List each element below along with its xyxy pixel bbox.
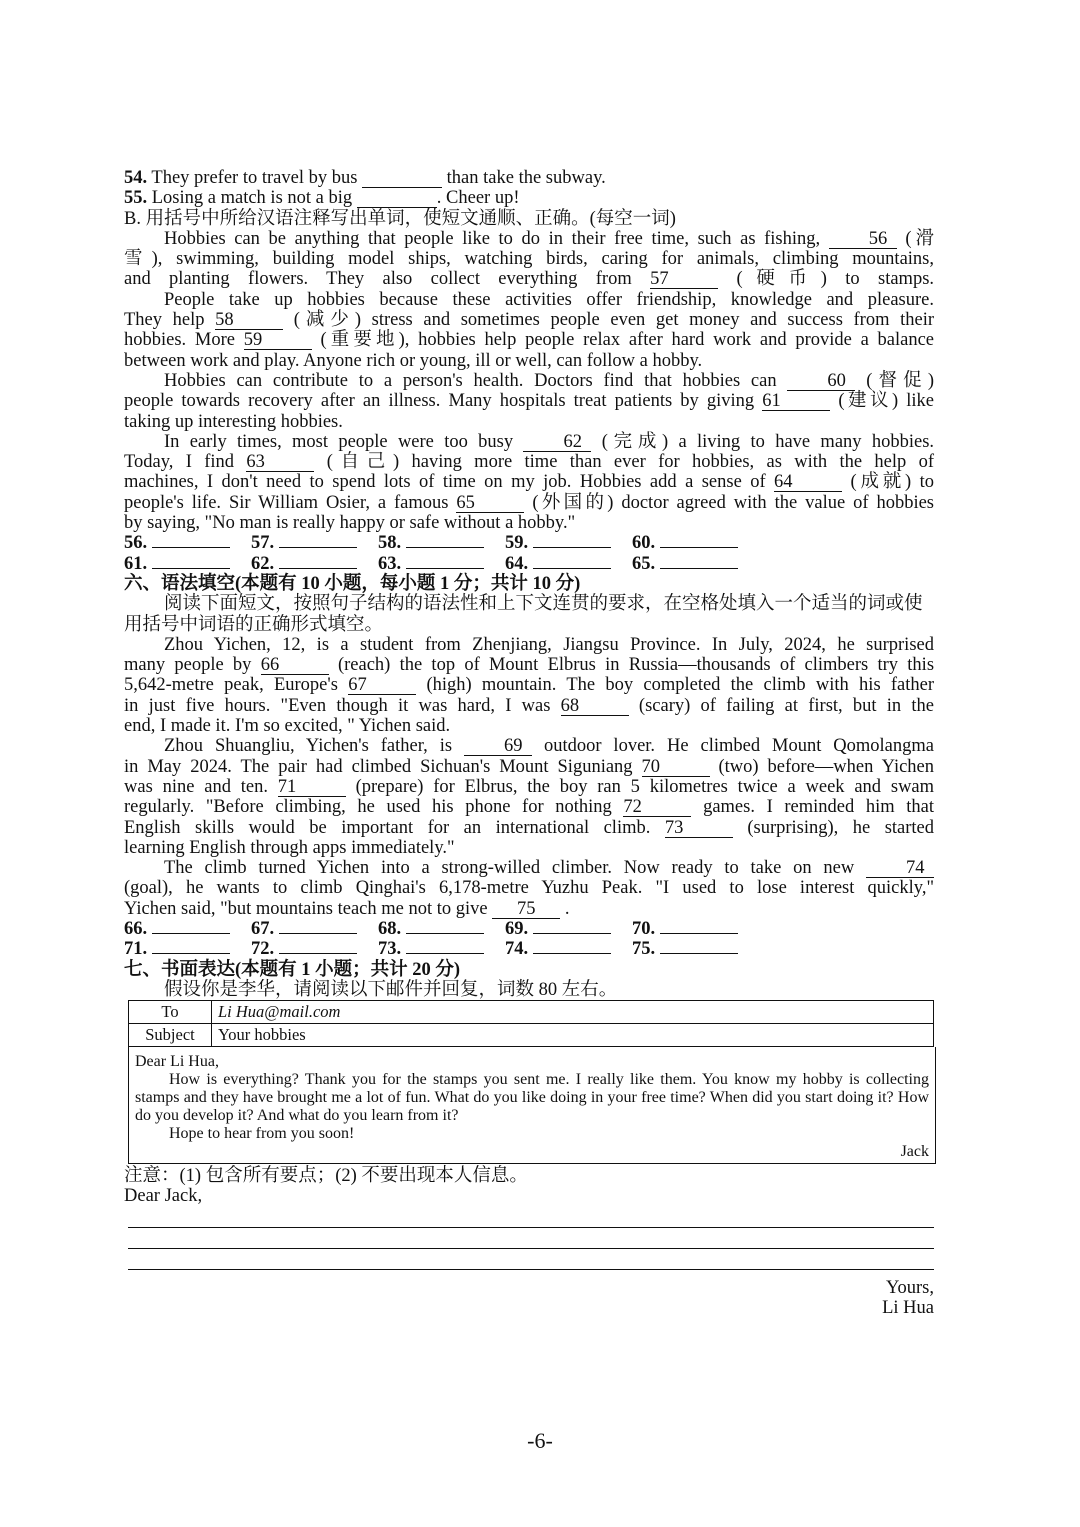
numbered-blank: 63 bbox=[246, 454, 314, 472]
answer-number: 56. bbox=[124, 533, 148, 554]
answer-number: 65. bbox=[632, 553, 656, 574]
passage-line bbox=[124, 655, 934, 675]
section-6-title: 六、语法填空(本题有 10 小题，每小题 1 分；共计 10 分) bbox=[124, 573, 581, 594]
email-signature: Jack bbox=[900, 1143, 929, 1161]
passage-line bbox=[124, 310, 934, 330]
answer-blank[interactable] bbox=[152, 533, 230, 548]
section-b-title: B. 用括号中所给汉语注释写出单词，使短文通顺、正确。(每空一词) bbox=[124, 208, 676, 229]
email-header-table bbox=[128, 1000, 934, 1047]
answer-cell bbox=[251, 939, 378, 959]
section-b-passage bbox=[124, 229, 934, 533]
answer-number: 70. bbox=[632, 918, 656, 939]
answer-cell bbox=[124, 554, 251, 574]
answer-cell bbox=[632, 939, 759, 959]
passage-text: Hobbies can be anything that people like to do in their free time, such as fishing, bbox=[164, 228, 821, 249]
answer-blank[interactable] bbox=[406, 554, 484, 569]
section-6-answer-grid bbox=[124, 919, 934, 960]
passage-line bbox=[124, 899, 934, 919]
passage-text: end, I made it. I'm so excited, " Yichen said. bbox=[124, 716, 451, 737]
passage-text: (硬币) to stamps. bbox=[736, 269, 935, 290]
writing-line[interactable] bbox=[128, 1207, 934, 1228]
passage-text: learning English through apps immediately." bbox=[124, 837, 455, 858]
writing-line[interactable] bbox=[128, 1228, 934, 1249]
passage-text: (督促) bbox=[866, 370, 935, 391]
answer-cell bbox=[251, 919, 378, 939]
passage-line bbox=[124, 472, 934, 492]
answer-cell bbox=[632, 554, 759, 574]
answer-number: 63. bbox=[378, 553, 402, 574]
writing-line[interactable] bbox=[128, 1249, 934, 1270]
passage-line bbox=[124, 371, 934, 391]
answer-blank[interactable] bbox=[533, 554, 611, 569]
passage-line bbox=[124, 493, 934, 513]
passage-text: (reach) the top of Mount Elbrus in Russia—thousands of climbers try this bbox=[337, 655, 935, 676]
answer-blank-54[interactable] bbox=[362, 170, 442, 188]
passage-line bbox=[124, 290, 934, 310]
passage-text: Yichen said, "but mountains teach me not to give bbox=[124, 898, 488, 919]
section-7-instruction: 假设你是李华，请阅读以下邮件并回复，词数 80 左右。 bbox=[164, 979, 618, 1000]
answer-cell bbox=[251, 533, 378, 553]
numbered-blank: 58 bbox=[215, 312, 283, 330]
passage-line bbox=[124, 229, 934, 249]
passage-text: (建议) like bbox=[838, 391, 934, 412]
answer-number: 58. bbox=[378, 533, 402, 554]
passage-line bbox=[124, 797, 934, 817]
answer-row bbox=[124, 919, 934, 939]
answer-number: 57. bbox=[251, 533, 275, 554]
passage-line bbox=[124, 412, 934, 432]
passage-line bbox=[124, 858, 934, 878]
numbered-blank: 59 bbox=[244, 332, 312, 350]
answer-number: 64. bbox=[505, 553, 529, 574]
answer-cell bbox=[378, 939, 505, 959]
passage-text: (two) before—when Yichen bbox=[718, 756, 935, 777]
passage-line bbox=[124, 716, 934, 736]
question-54: 54. They prefer to travel by bus than take the subway. bbox=[124, 168, 606, 188]
passage-text: was nine and ten. bbox=[124, 776, 268, 797]
passage-line bbox=[124, 675, 934, 695]
exam-page bbox=[124, 168, 934, 1318]
numbered-blank: 65 bbox=[456, 495, 524, 513]
numbered-blank: 75 bbox=[492, 901, 560, 919]
sign-name: Li Hua bbox=[882, 1298, 934, 1319]
email-to-value: Li Hua@mail.com bbox=[212, 1001, 934, 1024]
passage-text: in May 2024. The pair had climbed Sichuan's Mount Siguniang bbox=[124, 756, 633, 777]
passage-line bbox=[124, 736, 934, 756]
answer-cell bbox=[632, 919, 759, 939]
passage-text: (外国的) doctor agreed with the value of hobbies bbox=[532, 492, 935, 513]
passage-text: (自己) having more time than ever for hobbies, as with the help of bbox=[326, 452, 935, 473]
question-number: 54. bbox=[124, 168, 148, 188]
numbered-blank: 74 bbox=[866, 860, 934, 878]
passage-text: In early times, most people were too busy bbox=[164, 431, 514, 452]
passage-text: (重要地), hobbies help people relax after hard work and provide a balance bbox=[320, 330, 935, 351]
passage-text: between work and play. Anyone rich or young, ill or well, can follow a hobby. bbox=[124, 350, 703, 371]
answer-blank[interactable] bbox=[406, 533, 484, 548]
passage-line bbox=[124, 878, 934, 898]
answer-row bbox=[124, 939, 934, 959]
passage-line bbox=[124, 513, 934, 533]
answer-blank[interactable] bbox=[660, 919, 738, 934]
answer-blank[interactable] bbox=[279, 533, 357, 548]
passage-text: (prepare) for Elbrus, the boy ran 5 kilometres twice a week and swam bbox=[355, 776, 935, 797]
answer-blank[interactable] bbox=[533, 939, 611, 954]
passage-text: 雪), swimming, building model ships, watching birds, caring for animals, climbing mountains, bbox=[124, 249, 934, 270]
numbered-blank: 57 bbox=[650, 271, 718, 289]
passage-text: (减少) stress and sometimes people even get money and success from their bbox=[293, 310, 934, 331]
answer-number: 61. bbox=[124, 553, 148, 574]
answer-cell bbox=[124, 939, 251, 959]
passage-text: Zhou Shuangliu, Yichen's father, is bbox=[164, 736, 453, 757]
numbered-blank: 69 bbox=[464, 738, 532, 756]
answer-blank[interactable] bbox=[279, 939, 357, 954]
answer-blank-55[interactable] bbox=[357, 190, 437, 208]
passage-line bbox=[124, 838, 934, 858]
answer-blank[interactable] bbox=[279, 919, 357, 934]
section-6-passage bbox=[124, 635, 934, 919]
answer-number: 66. bbox=[124, 918, 148, 939]
numbered-blank: 67 bbox=[348, 677, 416, 695]
numbered-blank: 70 bbox=[642, 759, 710, 777]
numbered-blank: 73 bbox=[665, 820, 733, 838]
numbered-blank: 72 bbox=[623, 799, 691, 817]
answer-number: 73. bbox=[378, 939, 402, 960]
page-number: -6- bbox=[527, 1428, 553, 1453]
passage-line bbox=[124, 330, 934, 350]
passage-text: (scary) of failing at first, but in the bbox=[638, 695, 935, 716]
passage-line bbox=[124, 818, 934, 838]
passage-text: people towards recovery after an illness. Many hospitals treat patients by giving bbox=[124, 391, 755, 412]
passage-text: taking up interesting hobbies. bbox=[124, 411, 343, 432]
sign-off: Yours, bbox=[886, 1277, 934, 1298]
passage-text: . bbox=[564, 898, 570, 919]
numbered-blank: 66 bbox=[261, 657, 329, 675]
passage-line bbox=[124, 351, 934, 371]
answer-number: 72. bbox=[251, 939, 275, 960]
answer-number: 60. bbox=[632, 533, 656, 554]
answer-number: 74. bbox=[505, 939, 529, 960]
writing-note: 注意：(1) 包含所有要点；(2) 不要出现本人信息。 bbox=[124, 1166, 528, 1187]
passage-line bbox=[124, 696, 934, 716]
section-7-title: 七、书面表达(本题有 1 小题；共计 20 分) bbox=[124, 959, 461, 980]
answer-blank[interactable] bbox=[406, 919, 484, 934]
numbered-blank: 68 bbox=[561, 698, 629, 716]
answer-blank[interactable] bbox=[406, 939, 484, 954]
answer-number: 62. bbox=[251, 553, 275, 574]
passage-text: machines, I don't need to spend lots of time on my job. Hobbies add a sense of bbox=[124, 472, 766, 493]
answer-blank[interactable] bbox=[533, 919, 611, 934]
passage-text: English skills would be important for an international climb. bbox=[124, 817, 651, 838]
passage-text: games. I reminded him that bbox=[703, 797, 935, 818]
answer-number: 59. bbox=[505, 533, 529, 554]
answer-number: 69. bbox=[505, 918, 529, 939]
passage-text: Hobbies can contribute to a person's health. Doctors find that hobbies can bbox=[164, 370, 777, 391]
email-to-label: To bbox=[129, 1001, 212, 1024]
passage-text: They help bbox=[124, 310, 205, 331]
email-body-text: How is everything? Thank you for the stamps you sent me. I really like them. You know my hobby is collecting stamps and they have brought me a lot of fun. What do you like doing in your free time? When did you start doing it? How do you develop it? And what do you learn from it? bbox=[135, 1071, 929, 1125]
passage-text: Today, I find bbox=[124, 452, 235, 473]
passage-text: by saying, "No man is really happy or safe without a hobby." bbox=[124, 513, 576, 534]
passage-line bbox=[124, 452, 934, 472]
passage-text: (滑 bbox=[905, 228, 934, 249]
answer-number: 75. bbox=[632, 939, 656, 960]
passage-text: (goal), he wants to climb Qinghai's 6,178-metre Yuzhu Peak. "I used to lose interest quickly," bbox=[124, 878, 934, 899]
answer-blank[interactable] bbox=[660, 939, 738, 954]
answer-cell bbox=[124, 919, 251, 939]
passage-line bbox=[124, 249, 934, 269]
answer-number: 71. bbox=[124, 939, 148, 960]
passage-text: (high) mountain. The boy completed the climb with his father bbox=[426, 675, 935, 696]
passage-text: and planting flowers. They also collect everything from bbox=[124, 269, 632, 290]
passage-text: The climb turned Yichen into a strong-willed climber. Now ready to take on new bbox=[164, 858, 855, 879]
passage-line bbox=[124, 432, 934, 452]
passage-line bbox=[124, 269, 934, 289]
numbered-blank: 62 bbox=[523, 434, 591, 452]
reply-greeting: Dear Jack, bbox=[124, 1186, 203, 1207]
answer-cell bbox=[505, 533, 632, 553]
numbered-blank: 71 bbox=[278, 779, 346, 797]
email-greeting: Dear Li Hua, bbox=[135, 1053, 219, 1071]
answer-blank[interactable] bbox=[660, 533, 738, 548]
passage-line bbox=[124, 391, 934, 411]
passage-text: regularly. "Before climbing, he used his phone for nothing bbox=[124, 797, 612, 818]
passage-line bbox=[124, 757, 934, 777]
passage-text: outdoor lover. He climbed Mount Qomolangma bbox=[543, 736, 934, 757]
passage-text: people's life. Sir William Osier, a famous bbox=[124, 492, 449, 513]
answer-cell bbox=[505, 919, 632, 939]
email-subject-label: Subject bbox=[129, 1024, 212, 1047]
passage-text: (完成) a living to have many hobbies. bbox=[601, 431, 935, 452]
section-b-answer-grid bbox=[124, 533, 934, 574]
answer-blank[interactable] bbox=[279, 554, 357, 569]
section-6-instruction: 阅读下面短文，按照句子结构的语法性和上下文连贯的要求，在空格处填入一个适当的词或使 bbox=[164, 594, 923, 615]
answer-cell bbox=[378, 554, 505, 574]
passage-text: in just five hours. "Even though it was hard, I was bbox=[124, 695, 551, 716]
email-body-box bbox=[128, 1047, 936, 1164]
passage-text: (surprising), he started bbox=[747, 817, 935, 838]
numbered-blank: 61 bbox=[762, 393, 830, 411]
answer-blank[interactable] bbox=[660, 554, 738, 569]
numbered-blank: 60 bbox=[787, 373, 855, 391]
answer-blank[interactable] bbox=[152, 919, 230, 934]
question-number: 55. bbox=[124, 188, 148, 209]
passage-text: (成就) to bbox=[850, 472, 935, 493]
answer-blank[interactable] bbox=[152, 554, 230, 569]
question-55: 55. Losing a match is not a big . Cheer up! bbox=[124, 188, 520, 209]
section-6-instruction-cont: 用括号中词语的正确形式填空。 bbox=[124, 614, 384, 635]
passage-text: 5,642-metre peak, Europe's bbox=[124, 675, 338, 696]
answer-number: 67. bbox=[251, 918, 275, 939]
email-closing: Hope to hear from you soon! bbox=[169, 1125, 355, 1143]
answer-cell bbox=[251, 554, 378, 574]
answer-cell bbox=[378, 533, 505, 553]
email-subject-value: Your hobbies bbox=[212, 1024, 934, 1047]
answer-cell bbox=[124, 533, 251, 553]
numbered-blank: 56 bbox=[829, 231, 897, 249]
answer-row bbox=[124, 533, 934, 553]
passage-text: many people by bbox=[124, 655, 252, 676]
answer-cell bbox=[632, 533, 759, 553]
answer-number: 68. bbox=[378, 918, 402, 939]
passage-text: People take up hobbies because these activities offer friendship, knowledge and pleasure. bbox=[164, 289, 934, 310]
answer-blank[interactable] bbox=[152, 939, 230, 954]
numbered-blank: 64 bbox=[774, 474, 842, 492]
answer-blank[interactable] bbox=[533, 533, 611, 548]
answer-row bbox=[124, 554, 934, 574]
answer-cell bbox=[378, 919, 505, 939]
passage-line bbox=[124, 635, 934, 655]
answer-cell bbox=[505, 554, 632, 574]
passage-line bbox=[124, 777, 934, 797]
passage-text: Zhou Yichen, 12, is a student from Zhenjiang, Jiangsu Province. In July, 2024, he surprised bbox=[164, 634, 934, 655]
passage-text: hobbies. More bbox=[124, 330, 235, 351]
answer-cell bbox=[505, 939, 632, 959]
